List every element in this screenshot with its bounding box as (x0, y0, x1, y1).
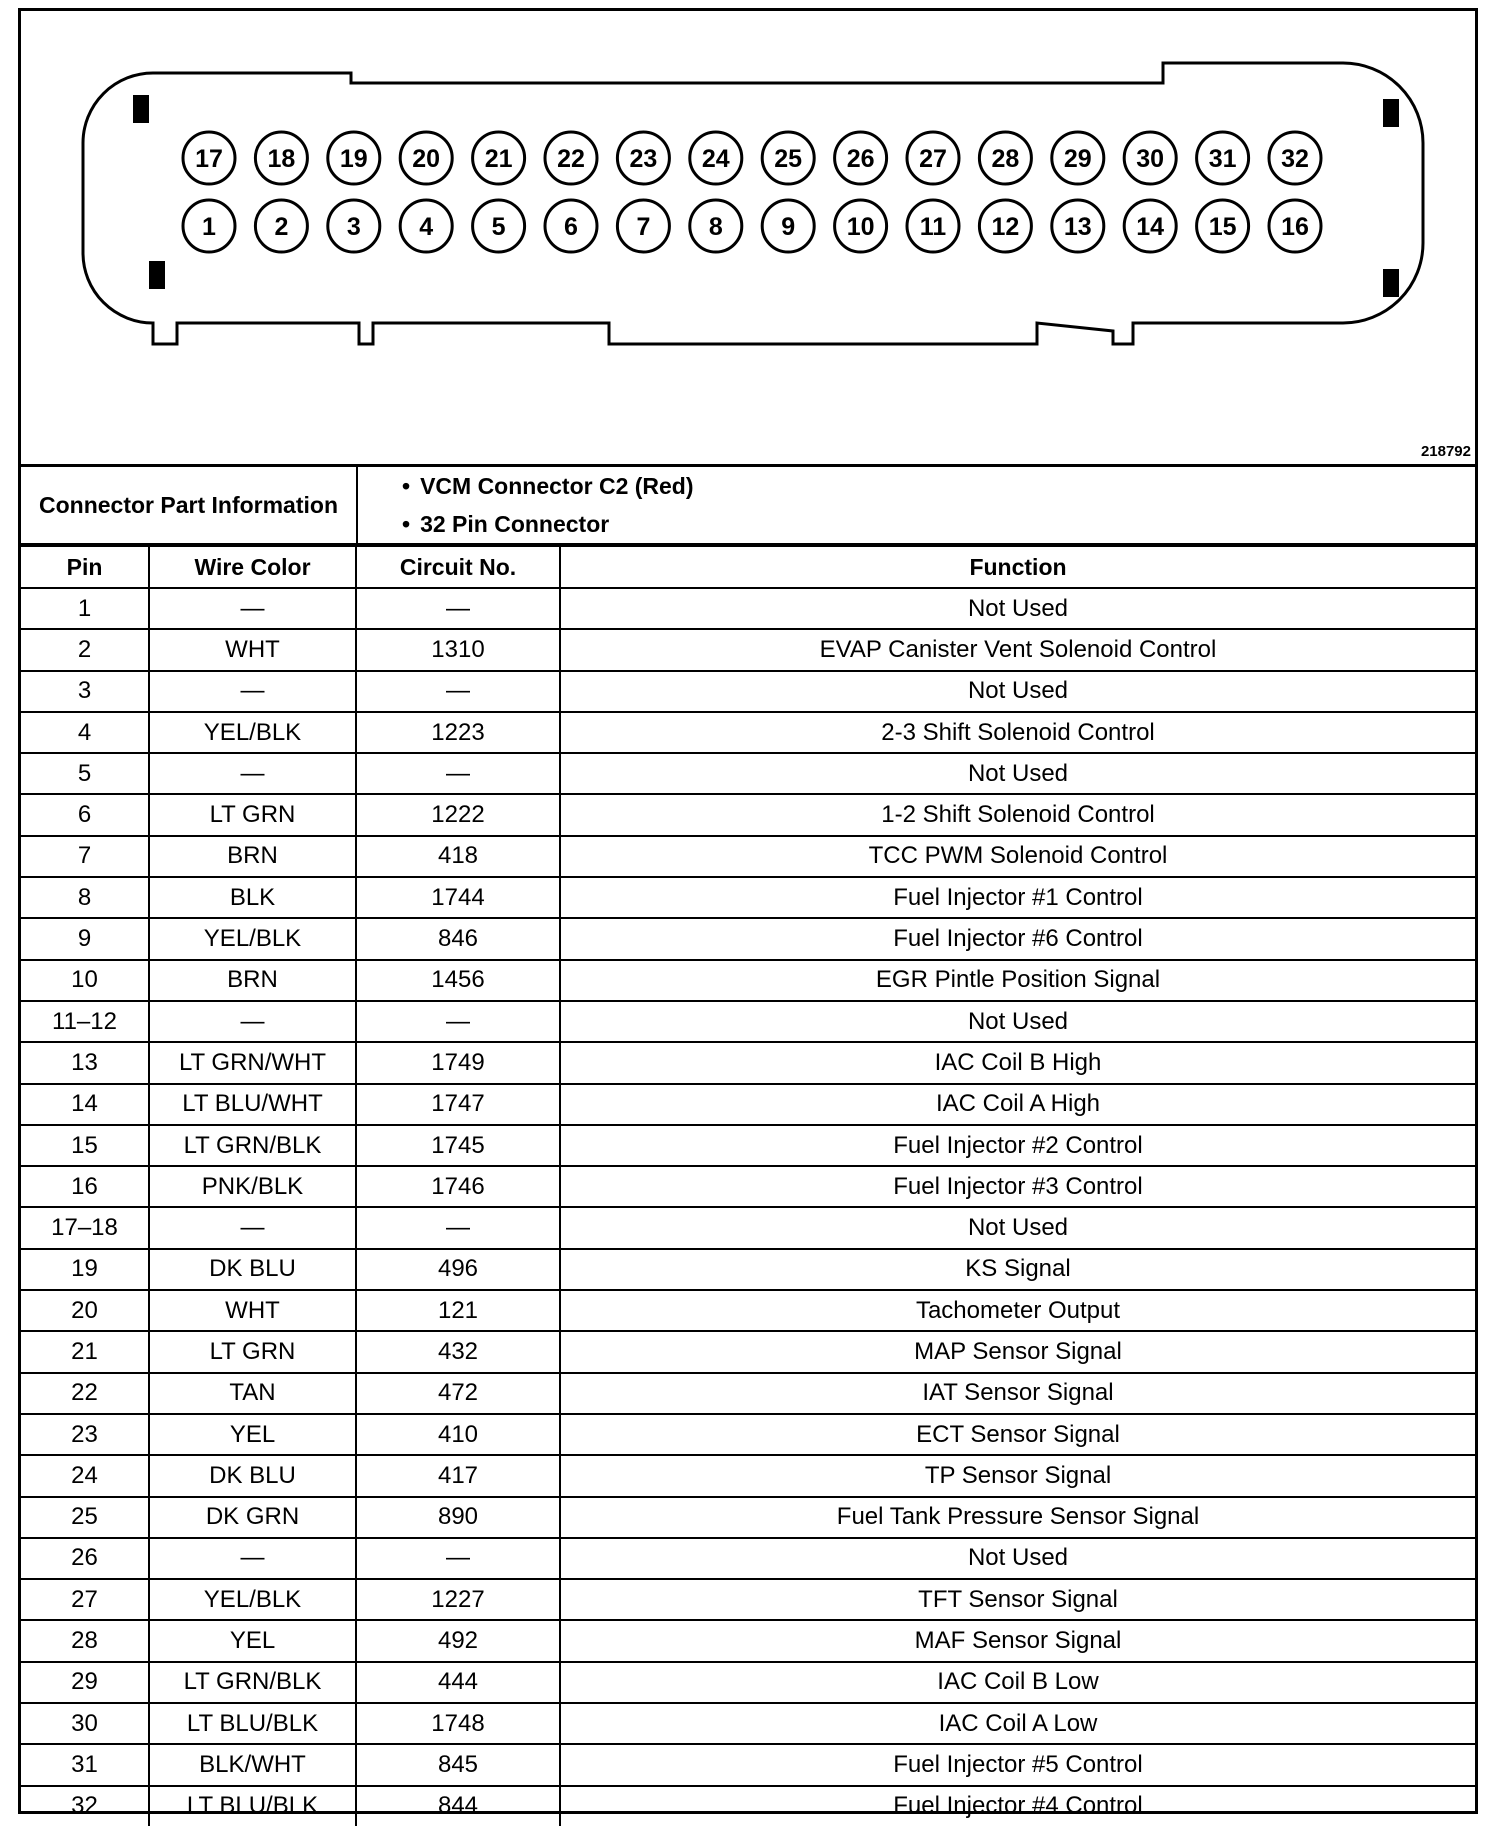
pin-number-label: 7 (636, 213, 651, 241)
wire-color-cell: BRN (149, 836, 356, 877)
pin-cell: 13 (21, 1042, 149, 1083)
pin-number-label: 8 (708, 213, 723, 241)
function-cell: Not Used (560, 753, 1475, 794)
pin-cell: 24 (21, 1455, 149, 1496)
wire-color-cell: LT BLU/BLK (149, 1786, 356, 1826)
circuit-cell: 846 (356, 918, 560, 959)
pin-cell: 11–12 (21, 1001, 149, 1042)
table-row (21, 1001, 1475, 1042)
function-cell: 2-3 Shift Solenoid Control (560, 712, 1475, 753)
pin-number-label: 4 (419, 213, 434, 241)
pin-number-label: 22 (557, 145, 585, 173)
pin-cell: 27 (21, 1579, 149, 1620)
pin-number-label: 10 (846, 213, 875, 241)
function-cell: Fuel Injector #4 Control (560, 1786, 1475, 1826)
circuit-cell: 1222 (356, 794, 560, 835)
table-row (21, 1786, 1475, 1826)
function-cell: ECT Sensor Signal (560, 1414, 1475, 1455)
keying-tab-bottom-left (149, 261, 165, 289)
table-row (21, 753, 1475, 794)
wire-color-cell: YEL (149, 1620, 356, 1661)
pin-number-label: 13 (1063, 213, 1092, 241)
circuit-cell: 1749 (356, 1042, 560, 1083)
pin-cell: 7 (21, 836, 149, 877)
header-pin: Pin (21, 546, 149, 588)
circuit-cell: — (356, 753, 560, 794)
connector-figure (21, 11, 1475, 467)
pin-number-label: 29 (1063, 145, 1092, 173)
pin-cell: 17–18 (21, 1207, 149, 1248)
function-cell: Fuel Injector #3 Control (560, 1166, 1475, 1207)
function-cell: Not Used (560, 1207, 1475, 1248)
bullet-icon: • (402, 511, 411, 537)
pin-number-label: 17 (195, 145, 223, 173)
circuit-cell: 1745 (356, 1125, 560, 1166)
connector-info-items (357, 467, 1475, 544)
header-circuit: Circuit No. (356, 546, 560, 588)
circuit-cell: 418 (356, 836, 560, 877)
pin-cell: 29 (21, 1662, 149, 1703)
pin-number-label: 30 (1136, 145, 1165, 173)
wire-color-cell: BLK/WHT (149, 1744, 356, 1785)
pin-number-label: 25 (774, 145, 803, 173)
pin-cell: 5 (21, 753, 149, 794)
circuit-cell: 121 (356, 1290, 560, 1331)
pin-cell: 3 (21, 671, 149, 712)
header-wire-color: Wire Color (149, 546, 356, 588)
pin-number-label: 16 (1281, 213, 1309, 241)
wire-color-cell: LT BLU/BLK (149, 1703, 356, 1744)
connector-diagram (21, 11, 1475, 464)
pin-cell: 32 (21, 1786, 149, 1826)
table-row (21, 1538, 1475, 1579)
table-row (21, 1042, 1475, 1083)
pin-number-label: 11 (919, 213, 947, 241)
wire-color-cell: YEL (149, 1414, 356, 1455)
circuit-cell: 1227 (356, 1579, 560, 1620)
figure-id: 218792 (1420, 443, 1471, 460)
connector-info-table (21, 467, 1475, 545)
table-row (21, 1579, 1475, 1620)
wire-color-cell: — (149, 588, 356, 629)
pin-number-label: 2 (274, 213, 289, 241)
function-cell: MAF Sensor Signal (560, 1620, 1475, 1661)
table-row (21, 629, 1475, 670)
wire-color-cell: YEL/BLK (149, 1579, 356, 1620)
function-cell: IAC Coil A Low (560, 1703, 1475, 1744)
circuit-cell: 472 (356, 1373, 560, 1414)
wire-color-cell: DK BLU (149, 1249, 356, 1290)
pin-cell: 4 (21, 712, 149, 753)
table-row (21, 1290, 1475, 1331)
pin-number-label: 12 (991, 213, 1020, 241)
table-row (21, 671, 1475, 712)
connector-info-label: Connector Part Information (21, 467, 357, 544)
wire-color-cell: LT GRN/WHT (149, 1042, 356, 1083)
wire-color-cell: PNK/BLK (149, 1166, 356, 1207)
circuit-cell: 417 (356, 1455, 560, 1496)
keying-tab-top-right (1383, 99, 1399, 127)
pin-cell: 1 (21, 588, 149, 629)
pin-cell: 21 (21, 1331, 149, 1372)
function-cell: KS Signal (560, 1249, 1475, 1290)
pin-cell: 26 (21, 1538, 149, 1579)
table-row (21, 1455, 1475, 1496)
table-row (21, 836, 1475, 877)
table-row (21, 712, 1475, 753)
connector-info-item: • VCM Connector C2 (Red) (402, 473, 694, 499)
keying-tab-bottom-right (1383, 269, 1399, 297)
function-cell: IAT Sensor Signal (560, 1373, 1475, 1414)
wire-color-cell: — (149, 1538, 356, 1579)
circuit-cell: 432 (356, 1331, 560, 1372)
pin-row-top (183, 132, 1321, 184)
table-row (21, 1207, 1475, 1248)
table-row (21, 1331, 1475, 1372)
table-row (21, 588, 1475, 629)
circuit-cell: 1456 (356, 960, 560, 1001)
table-row (21, 1744, 1475, 1785)
table-row (21, 1249, 1475, 1290)
wire-color-cell: YEL/BLK (149, 712, 356, 753)
circuit-cell: 1310 (356, 629, 560, 670)
pin-number-label: 9 (781, 213, 796, 241)
pin-number-label: 28 (991, 145, 1020, 173)
function-cell: Fuel Injector #5 Control (560, 1744, 1475, 1785)
function-cell: Fuel Injector #1 Control (560, 877, 1475, 918)
pin-cell: 23 (21, 1414, 149, 1455)
circuit-cell: 844 (356, 1786, 560, 1826)
wire-color-cell: LT BLU/WHT (149, 1084, 356, 1125)
function-cell: Not Used (560, 588, 1475, 629)
wire-color-cell: — (149, 671, 356, 712)
table-row (21, 918, 1475, 959)
table-row (21, 1125, 1475, 1166)
connector-sheet (18, 8, 1478, 1820)
pin-number-label: 14 (1136, 213, 1165, 241)
pin-table (21, 545, 1475, 1826)
function-cell: EGR Pintle Position Signal (560, 960, 1475, 1001)
circuit-cell: — (356, 1538, 560, 1579)
pin-row-bottom (183, 200, 1321, 252)
pin-number-label: 3 (346, 213, 361, 241)
pin-cell: 28 (21, 1620, 149, 1661)
function-cell: Fuel Tank Pressure Sensor Signal (560, 1497, 1475, 1538)
circuit-cell: 890 (356, 1497, 560, 1538)
wire-color-cell: BLK (149, 877, 356, 918)
pin-cell: 14 (21, 1084, 149, 1125)
circuit-cell: — (356, 1207, 560, 1248)
wire-color-cell: — (149, 753, 356, 794)
pin-cell: 9 (21, 918, 149, 959)
wire-color-cell: LT GRN/BLK (149, 1125, 356, 1166)
table-row (21, 1497, 1475, 1538)
pin-number-label: 23 (629, 145, 658, 173)
pin-number-label: 27 (919, 145, 947, 173)
pin-number-label: 31 (1208, 145, 1237, 173)
circuit-cell: 1223 (356, 712, 560, 753)
pin-number-label: 32 (1281, 145, 1309, 173)
wire-color-cell: WHT (149, 1290, 356, 1331)
pin-number-label: 19 (339, 145, 368, 173)
function-cell: Not Used (560, 1001, 1475, 1042)
function-cell: 1-2 Shift Solenoid Control (560, 794, 1475, 835)
function-cell: Not Used (560, 671, 1475, 712)
circuit-cell: 410 (356, 1414, 560, 1455)
pin-number-label: 21 (484, 145, 513, 173)
pin-number-label: 24 (701, 145, 730, 173)
circuit-cell: — (356, 1001, 560, 1042)
pin-cell: 8 (21, 877, 149, 918)
function-cell: MAP Sensor Signal (560, 1331, 1475, 1372)
function-cell: Fuel Injector #6 Control (560, 918, 1475, 959)
function-cell: IAC Coil B High (560, 1042, 1475, 1083)
function-cell: TFT Sensor Signal (560, 1579, 1475, 1620)
function-cell: TCC PWM Solenoid Control (560, 836, 1475, 877)
pin-cell: 10 (21, 960, 149, 1001)
pin-cell: 6 (21, 794, 149, 835)
table-row (21, 1166, 1475, 1207)
pin-cell: 20 (21, 1290, 149, 1331)
wire-color-cell: — (149, 1001, 356, 1042)
pin-cell: 19 (21, 1249, 149, 1290)
wire-color-cell: TAN (149, 1373, 356, 1414)
circuit-cell: 444 (356, 1662, 560, 1703)
circuit-cell: 1746 (356, 1166, 560, 1207)
wire-color-cell: — (149, 1207, 356, 1248)
circuit-cell: 1747 (356, 1084, 560, 1125)
circuit-cell: 496 (356, 1249, 560, 1290)
wire-color-cell: LT GRN (149, 794, 356, 835)
function-cell: EVAP Canister Vent Solenoid Control (560, 629, 1475, 670)
table-row (21, 877, 1475, 918)
wire-color-cell: LT GRN (149, 1331, 356, 1372)
pin-cell: 15 (21, 1125, 149, 1166)
wire-color-cell: DK GRN (149, 1497, 356, 1538)
pin-cell: 22 (21, 1373, 149, 1414)
table-row (21, 1662, 1475, 1703)
wire-color-cell: BRN (149, 960, 356, 1001)
wire-color-cell: DK BLU (149, 1455, 356, 1496)
pin-number-label: 6 (564, 213, 578, 241)
pin-table-header (21, 546, 1475, 588)
pin-cell: 16 (21, 1166, 149, 1207)
pin-cell: 31 (21, 1744, 149, 1785)
wire-color-cell: YEL/BLK (149, 918, 356, 959)
table-row (21, 1703, 1475, 1744)
table-row (21, 1414, 1475, 1455)
wire-color-cell: WHT (149, 629, 356, 670)
function-cell: IAC Coil B Low (560, 1662, 1475, 1703)
pin-number-label: 20 (412, 145, 441, 173)
keying-tab-top-left (133, 95, 149, 123)
header-function: Function (560, 546, 1475, 588)
pin-number-label: 1 (202, 213, 216, 241)
function-cell: Tachometer Output (560, 1290, 1475, 1331)
circuit-cell: — (356, 671, 560, 712)
pin-number-label: 26 (846, 145, 875, 173)
table-row (21, 1084, 1475, 1125)
pin-cell: 30 (21, 1703, 149, 1744)
pin-number-label: 18 (267, 145, 296, 173)
circuit-cell: 1748 (356, 1703, 560, 1744)
circuit-cell: — (356, 588, 560, 629)
table-row (21, 960, 1475, 1001)
table-row (21, 794, 1475, 835)
function-cell: TP Sensor Signal (560, 1455, 1475, 1496)
circuit-cell: 845 (356, 1744, 560, 1785)
connector-info-item: • 32 Pin Connector (402, 511, 610, 537)
wire-color-cell: LT GRN/BLK (149, 1662, 356, 1703)
circuit-cell: 1744 (356, 877, 560, 918)
pin-number-label: 5 (491, 213, 506, 241)
pin-cell: 25 (21, 1497, 149, 1538)
bullet-icon: • (402, 473, 411, 499)
pin-number-label: 15 (1208, 213, 1237, 241)
table-row (21, 1620, 1475, 1661)
function-cell: Fuel Injector #2 Control (560, 1125, 1475, 1166)
function-cell: Not Used (560, 1538, 1475, 1579)
function-cell: IAC Coil A High (560, 1084, 1475, 1125)
table-row (21, 1373, 1475, 1414)
circuit-cell: 492 (356, 1620, 560, 1661)
pin-cell: 2 (21, 629, 149, 670)
